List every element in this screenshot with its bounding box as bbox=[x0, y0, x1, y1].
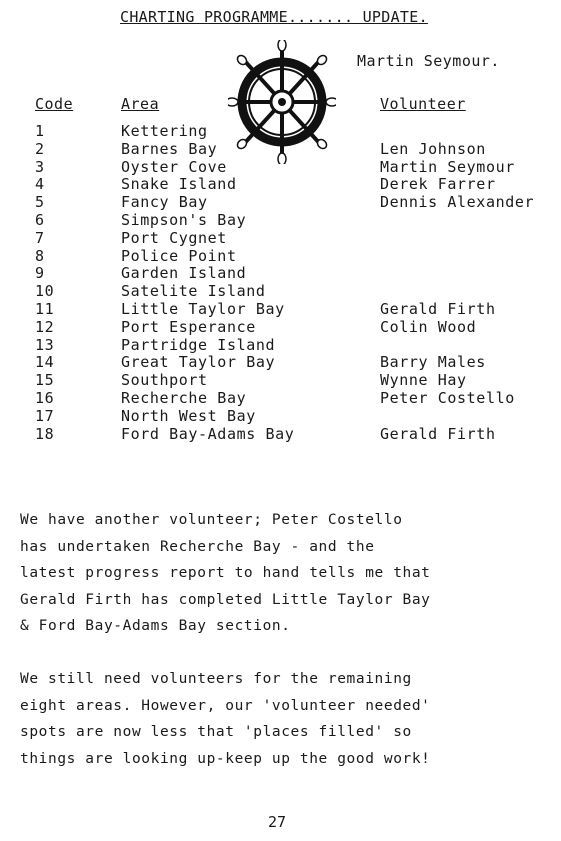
table-row bbox=[0, 282, 561, 300]
row-volunteer: Colin Wood bbox=[380, 317, 477, 336]
paragraph-line: eight areas. However, our 'volunteer needed' bbox=[20, 697, 431, 714]
row-code: 13 bbox=[35, 335, 55, 354]
table-row bbox=[0, 175, 561, 193]
row-code: 6 bbox=[35, 210, 45, 229]
row-area: Great Taylor Bay bbox=[121, 353, 276, 372]
row-area: Satelite Island bbox=[121, 282, 266, 301]
row-code: 11 bbox=[35, 299, 55, 318]
row-code: 7 bbox=[35, 228, 45, 247]
table-row bbox=[0, 247, 561, 265]
table-row bbox=[0, 122, 561, 140]
table-row bbox=[0, 211, 561, 229]
row-area: Ford Bay-Adams Bay bbox=[121, 424, 295, 443]
row-volunteer: Derek Farrer bbox=[380, 175, 496, 194]
row-code: 16 bbox=[35, 388, 55, 407]
paragraph-line: We still need volunteers for the remaining bbox=[20, 671, 412, 687]
table-row bbox=[0, 264, 561, 282]
header-volunteer: Volunteer bbox=[380, 95, 466, 113]
row-volunteer: Gerald Firth bbox=[380, 299, 496, 318]
table-row bbox=[0, 318, 561, 336]
row-code: 8 bbox=[35, 246, 45, 265]
table-row bbox=[0, 229, 561, 247]
table-row bbox=[0, 371, 561, 389]
row-volunteer: Len Johnson bbox=[380, 139, 486, 158]
row-code: 2 bbox=[35, 139, 45, 158]
row-volunteer: Wynne Hay bbox=[380, 371, 467, 390]
row-code: 4 bbox=[35, 175, 45, 194]
row-volunteer: Barry Males bbox=[380, 353, 486, 372]
row-volunteer: Peter Costello bbox=[380, 388, 515, 407]
row-code: 5 bbox=[35, 193, 45, 212]
paragraph-appeal bbox=[20, 666, 540, 772]
table-row bbox=[0, 140, 561, 158]
row-code: 17 bbox=[35, 406, 55, 425]
row-area: North West Bay bbox=[121, 406, 256, 425]
row-volunteer: Dennis Alexander bbox=[380, 193, 535, 212]
row-area: Garden Island bbox=[121, 264, 247, 283]
charting-table bbox=[0, 122, 561, 442]
row-area: Little Taylor Bay bbox=[121, 299, 285, 318]
row-code: 14 bbox=[35, 353, 55, 372]
row-area: Southport bbox=[121, 371, 208, 390]
table-row bbox=[0, 336, 561, 354]
paragraph-line: & Ford Bay-Adams Bay section. bbox=[20, 618, 291, 634]
row-area: Simpson's Bay bbox=[121, 210, 247, 229]
row-area: Recherche Bay bbox=[121, 388, 247, 407]
paragraph-line: spots are now less that 'places filled' so bbox=[20, 724, 412, 740]
row-code: 9 bbox=[35, 264, 45, 283]
row-code: 15 bbox=[35, 371, 55, 390]
page-number: 27 bbox=[268, 813, 287, 831]
row-area: Snake Island bbox=[121, 175, 237, 194]
row-code: 12 bbox=[35, 317, 55, 336]
author-name: Martin Seymour. bbox=[357, 52, 500, 70]
paragraph-update bbox=[20, 507, 540, 640]
row-volunteer: Gerald Firth bbox=[380, 424, 496, 443]
paragraph-line: We have another volunteer; Peter Costello bbox=[20, 512, 403, 528]
row-area: Port Cygnet bbox=[121, 228, 227, 247]
header-code: Code bbox=[35, 95, 74, 113]
page-title: CHARTING PROGRAMME....... UPDATE. bbox=[120, 8, 428, 26]
table-row bbox=[0, 407, 561, 425]
row-area: Police Point bbox=[121, 246, 237, 265]
table-row bbox=[0, 425, 561, 443]
row-area: Fancy Bay bbox=[121, 193, 208, 212]
paragraph-line: Gerald Firth has completed Little Taylor Bay bbox=[20, 591, 431, 608]
row-code: 3 bbox=[35, 157, 45, 176]
table-row bbox=[0, 158, 561, 176]
row-volunteer: Martin Seymour bbox=[380, 157, 515, 176]
row-code: 1 bbox=[35, 122, 45, 140]
paragraph-line: latest progress report to hand tells me that bbox=[20, 565, 431, 581]
row-area: Kettering bbox=[121, 122, 208, 140]
row-area: Partridge Island bbox=[121, 335, 276, 354]
row-area: Oyster Cove bbox=[121, 157, 227, 176]
row-area: Barnes Bay bbox=[121, 139, 218, 158]
table-row bbox=[0, 389, 561, 407]
table-row bbox=[0, 300, 561, 318]
row-code: 10 bbox=[35, 282, 55, 301]
paragraph-line: things are looking up-keep up the good work! bbox=[20, 750, 431, 767]
row-area: Port Esperance bbox=[121, 317, 256, 336]
table-row bbox=[0, 353, 561, 371]
header-area: Area bbox=[121, 95, 160, 113]
table-row bbox=[0, 193, 561, 211]
paragraph-line: has undertaken Recherche Bay - and the bbox=[20, 538, 375, 555]
row-code: 18 bbox=[35, 424, 55, 443]
